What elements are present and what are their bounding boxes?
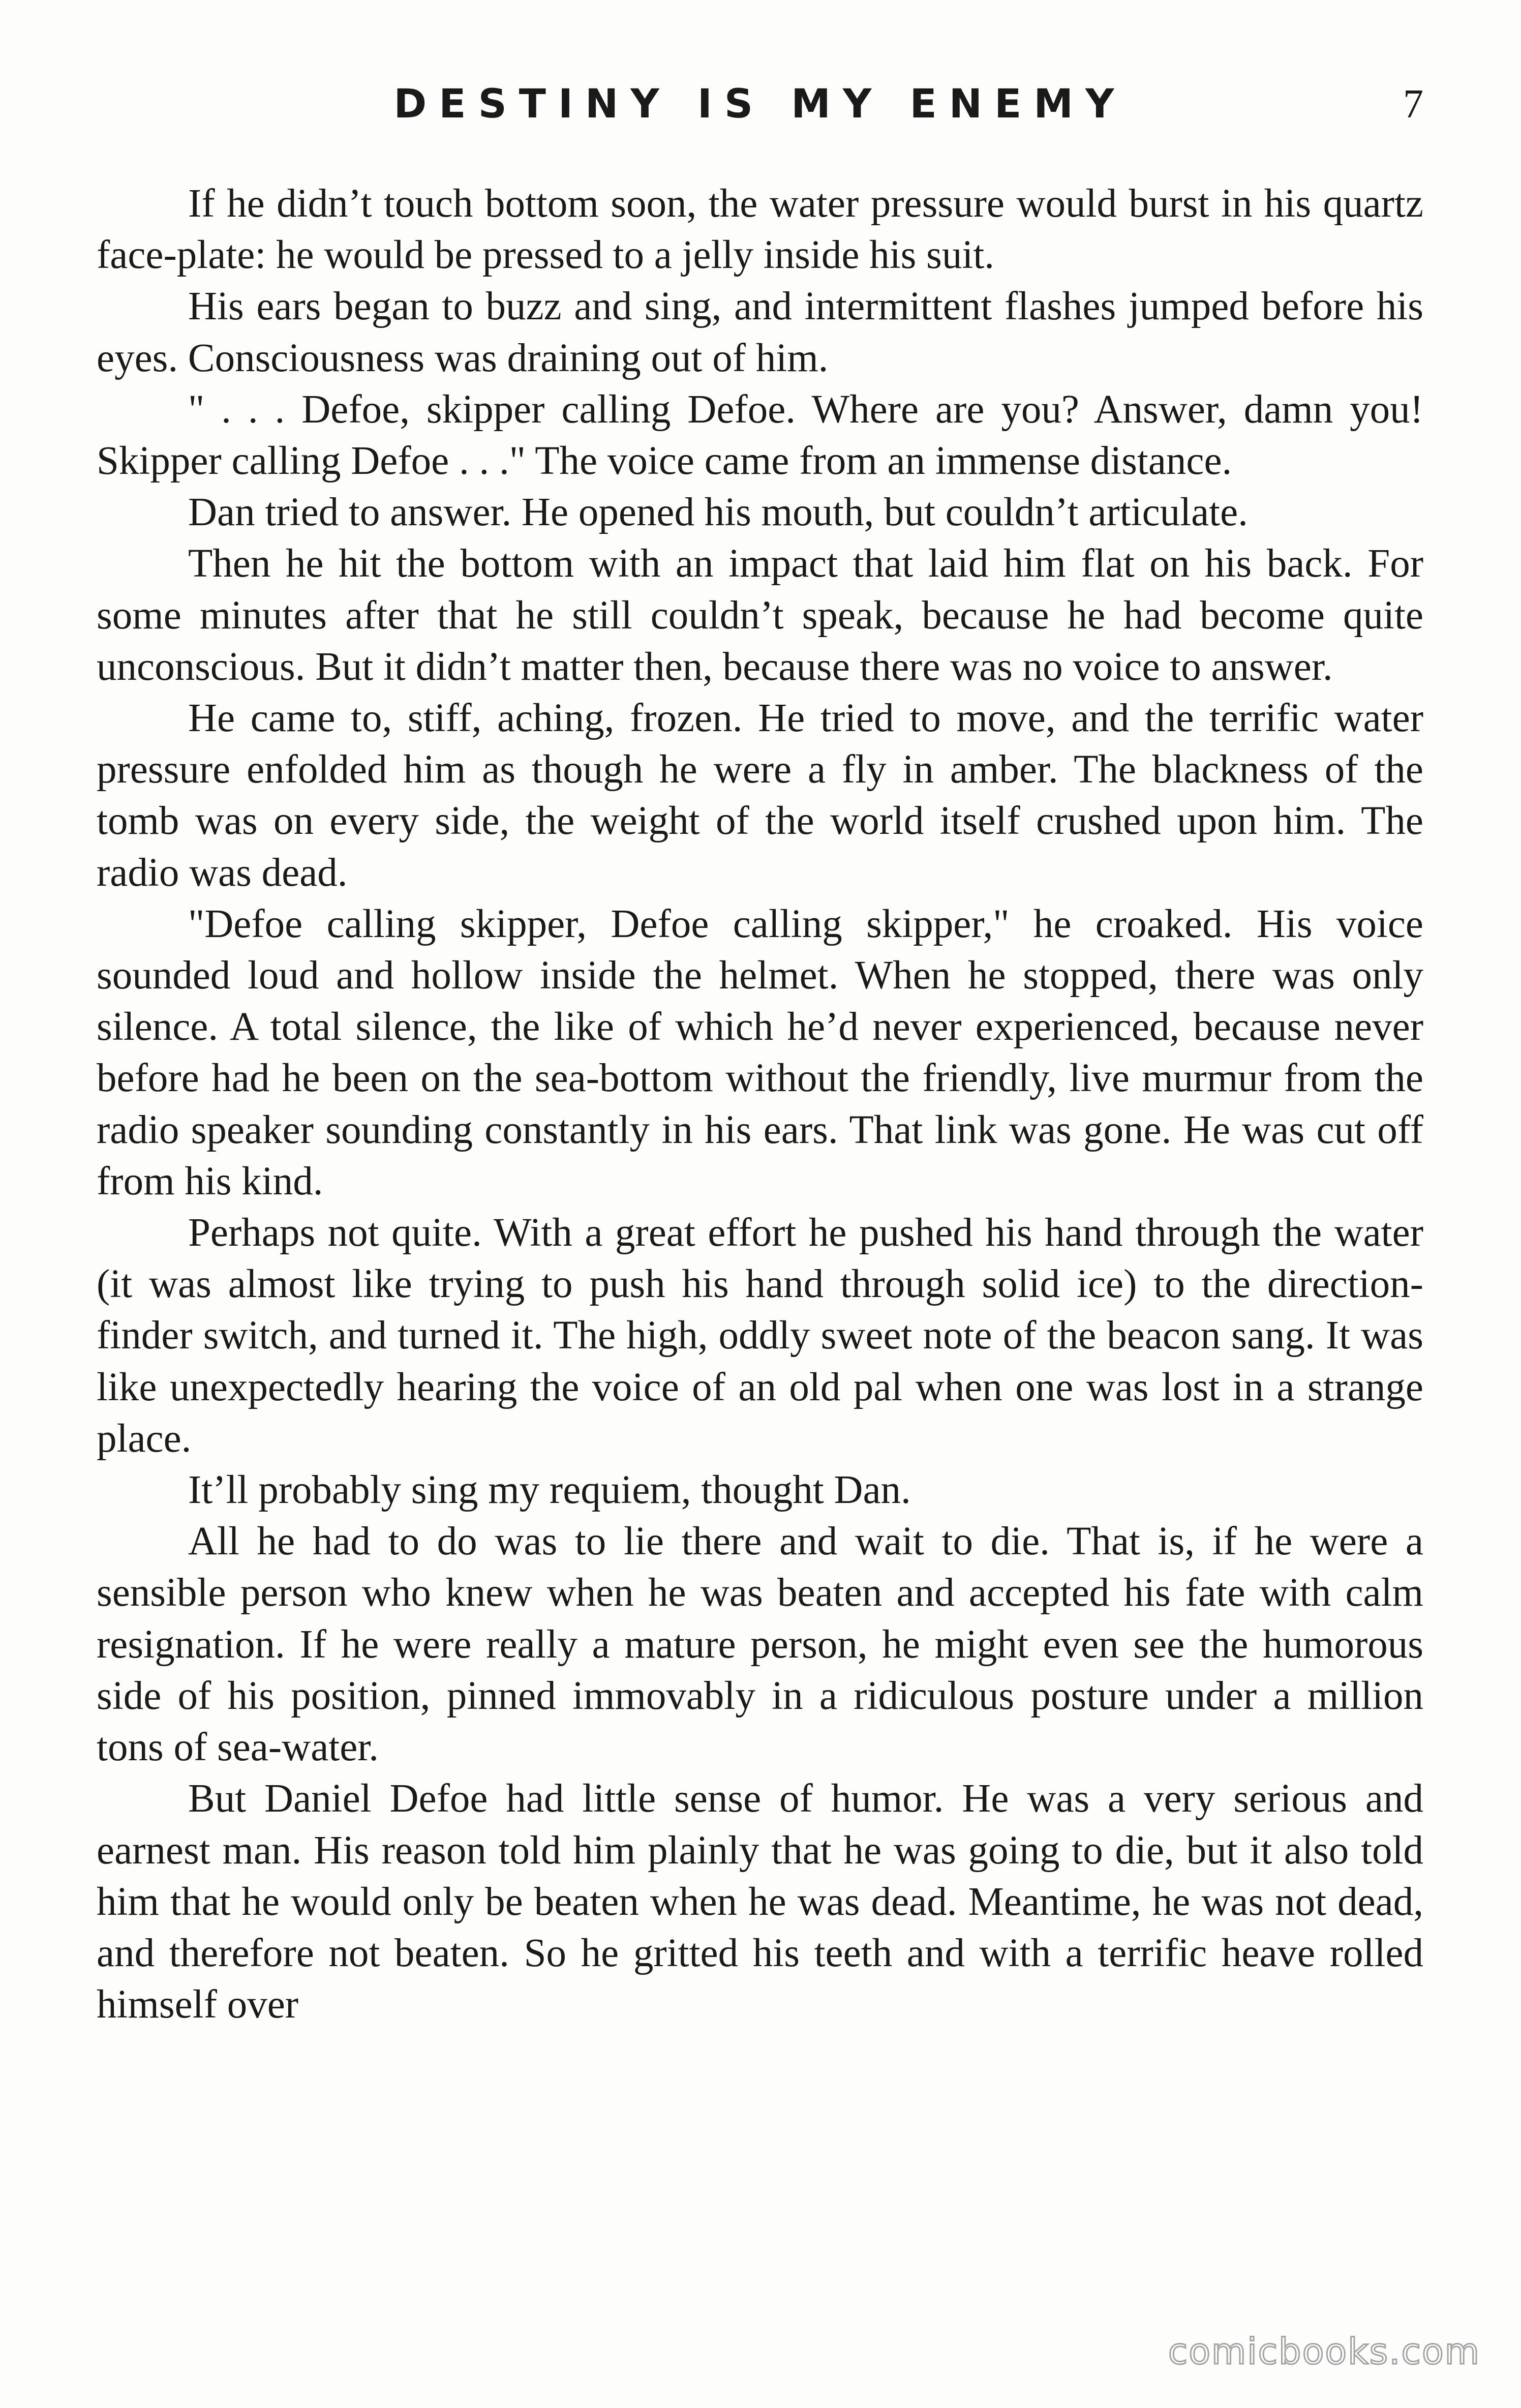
paragraph: If he didn’t touch bottom soon, the water pressure would burst in his quartz face-plate: he would be pressed to a jelly inside his suit. xyxy=(97,182,1423,278)
paragraph: " . . . Defoe, skipper calling Defoe. Where are you? Answer, damn you! Skipper calling Defoe . . ." The voice came from an immense distance. xyxy=(97,387,1423,484)
paragraph: It’ll probably sing my requiem, thought Dan. xyxy=(188,1468,911,1513)
running-head xyxy=(97,76,1423,137)
running-title: DESTINY IS MY ENEMY xyxy=(393,81,1127,127)
watermark: comicbooks.com xyxy=(1168,2331,1480,2372)
paragraph: Then he hit the bottom with an impact that laid him flat on his back. For some minutes after that he still couldn’t speak, because he had become quite unconscious. But it didn’t matter then, because there was no voice to answer. xyxy=(97,541,1423,689)
paragraph: But Daniel Defoe had little sense of humor. He was a very serious and earnest man. His reason told him plainly that he was going to die, but it also told him that he would only be beaten when he was dead. Meantime, he was not dead, and therefore not beaten. So he gritted his teeth and with a terrific heave rolled himself over xyxy=(97,1777,1423,2027)
paragraph: Dan tried to answer. He opened his mouth, but couldn’t articulate. xyxy=(188,490,1248,535)
paragraph: "Defoe calling skipper, Defoe calling skipper," he croaked. His voice sounded loud and hollow inside the helmet. When he stopped, there was only silence. A total silence, the like of which he’d never experienced, because never before had he been on the sea-bottom without the friendly, live murmur from the radio speaker sounding constantly in his ears. That link was gone. He was cut off from his kind. xyxy=(97,901,1423,1203)
body-text xyxy=(97,178,1423,2030)
paragraph: He came to, stiff, aching, frozen. He tried to move, and the terrific water pressure enfolded him as though he were a fly in amber. The blackness of the tomb was on every side, the weight of the world itself crushed upon him. The radio was dead. xyxy=(97,696,1423,895)
paragraph: Perhaps not quite. With a great effort he pushed his hand through the water (it was almost like trying to push his hand through solid ice) to the direction-finder switch, and turned it. The high, oddly sweet note of the beacon sang. It was like unexpectedly hearing the voice of an old pal when one was lost in a strange place. xyxy=(97,1211,1423,1461)
paragraph: All he had to do was to lie there and wait to die. That is, if he were a sensible person who knew when he was beaten and accepted his fate with calm resignation. If he were really a mature person, he might even see the humorous side of his position, pinned immovably in a ridiculous posture under a million tons of sea-water. xyxy=(97,1519,1423,1770)
paragraph: His ears began to buzz and sing, and intermittent flashes jumped before his eyes. Consciousness was draining out of him. xyxy=(97,284,1423,380)
page-number: 7 xyxy=(1403,82,1423,127)
